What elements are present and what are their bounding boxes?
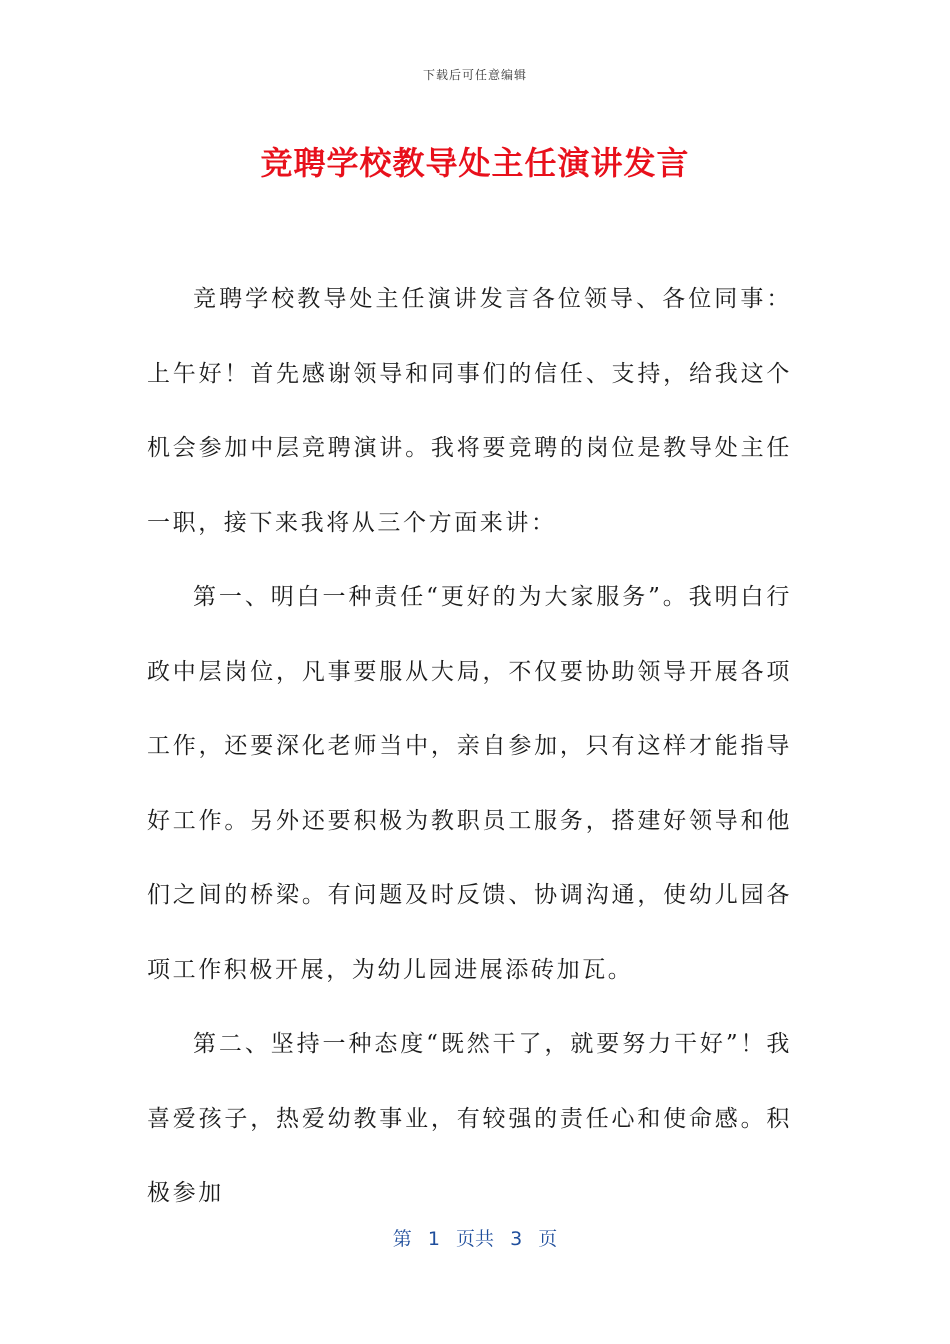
document-body <box>147 262 792 1231</box>
paragraph: 第一、明白一种责任“更好的为大家服务”。我明白行政中层岗位，凡事要服从大局，不仅要协助领导开展各项工作，还要深化老师当中，亲自参加，只有这样才能指导好工作。另外还要积极为教职员工服务，搭建好领导和他们之间的桥梁。有问题及时反馈、协调沟通，使幼儿园各项工作积极开展，为幼儿园进展添砖加瓦。 <box>147 584 792 983</box>
page-number-footer <box>0 1224 950 1251</box>
paragraph: 第二、坚持一种态度“既然干了，就要努力干好”！我喜爱孩子，热爱幼教事业，有较强的责任心和使命感。积极参加 <box>147 1031 792 1206</box>
page-number-label: 第 1 页共 3 页 <box>392 1228 558 1250</box>
header-note: 下载后可任意编辑 <box>422 68 527 82</box>
document-title: 竞聘学校教导处主任演讲发言 <box>260 144 690 182</box>
paragraph: 竞聘学校教导处主任演讲发言各位领导、各位同事：上午好！首先感谢领导和同事们的信任、支持，给我这个机会参加中层竞聘演讲。我将要竞聘的岗位是教导处主任一职，接下来我将从三个方面来讲： <box>147 286 792 536</box>
